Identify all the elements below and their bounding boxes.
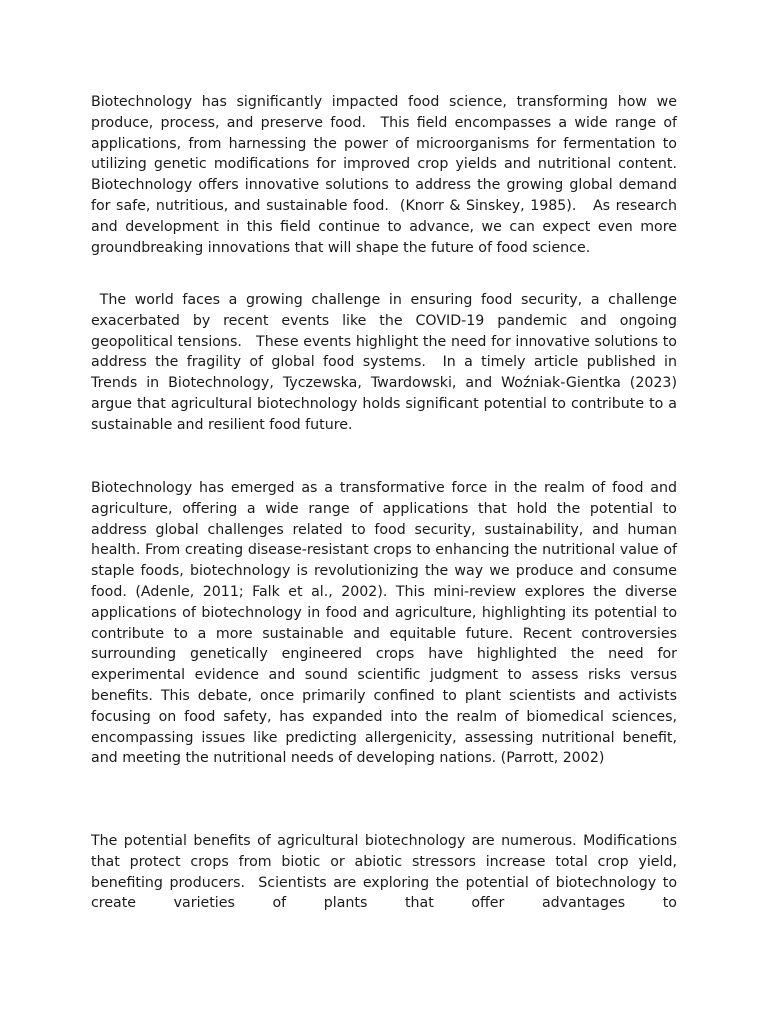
paragraph-food-science-impact: Biotechnology has significantly impacted food science, transforming how we produce, process, and preserve food. This field encompasses a wide range of applications, from harnessing the power of microorganisms for fermentation to utilizing genetic modifications for improved crop yields and nutritional content. Biotechnology offers innovative solutions to address the growing global demand for safe, nutritious, and sustainable food. (Knorr & Sinskey, 1985). As research and development in this field continue to advance, we can expect even more groundbreaking innovations that will shape the future of food science. bbox=[91, 94, 687, 256]
paragraph-potential-benefits: The potential benefits of agricultural biotechnology are numerous. Modifications that protect crops from biotic or abiotic stressors increase total crop yield, benefiting producers. Scientists are exploring the potential of biotechnology to create varieties of plants that offer advantages to bbox=[91, 833, 682, 912]
paragraph-food-security-challenge: The world faces a growing challenge in ensuring food security, a challenge exacerbated by recent events like the COVID-19 pandemic and ongoing geopolitical tensions. These events highlight the need for innovative solutions to address the fragility of global food systems. In a timely article published in Trends in Biotechnology, Tyczewska, Twardowski, and Woźniak-Gientka (2023) argue that agricultural biotechnology holds significant potential to contribute to a sustainable and resilient food future. bbox=[91, 292, 682, 433]
paragraph-transformative-force: Biotechnology has emerged as a transformative force in the realm of food and agriculture, offering a wide range of applications that hold the potential to address global challenges related to food security, sustainability, and human health. From creating disease-resistant crops to enhancing the nutritional value of staple foods, biotechnology is revolutionizing the way we produce and consume food. (Adenle, 2011; Falk et al., 2002). This mini-review explores the diverse applications of biotechnology in food and agriculture, highlighting its potential to contribute to a more sustainable and equitable future. Recent controversies surrounding genetically engineered crops have highlighted the need for experimental evidence and sound scientific judgment to assess risks versus benefits. This debate, once primarily confined to plant scientists and activists focusing on food safety, has expanded into the realm of biomedical sciences, encompassing issues like predicting allergenicity, assessing nutritional benefit, and meeting the nutritional needs of developing nations. (Parrott, 2002) bbox=[91, 480, 682, 767]
